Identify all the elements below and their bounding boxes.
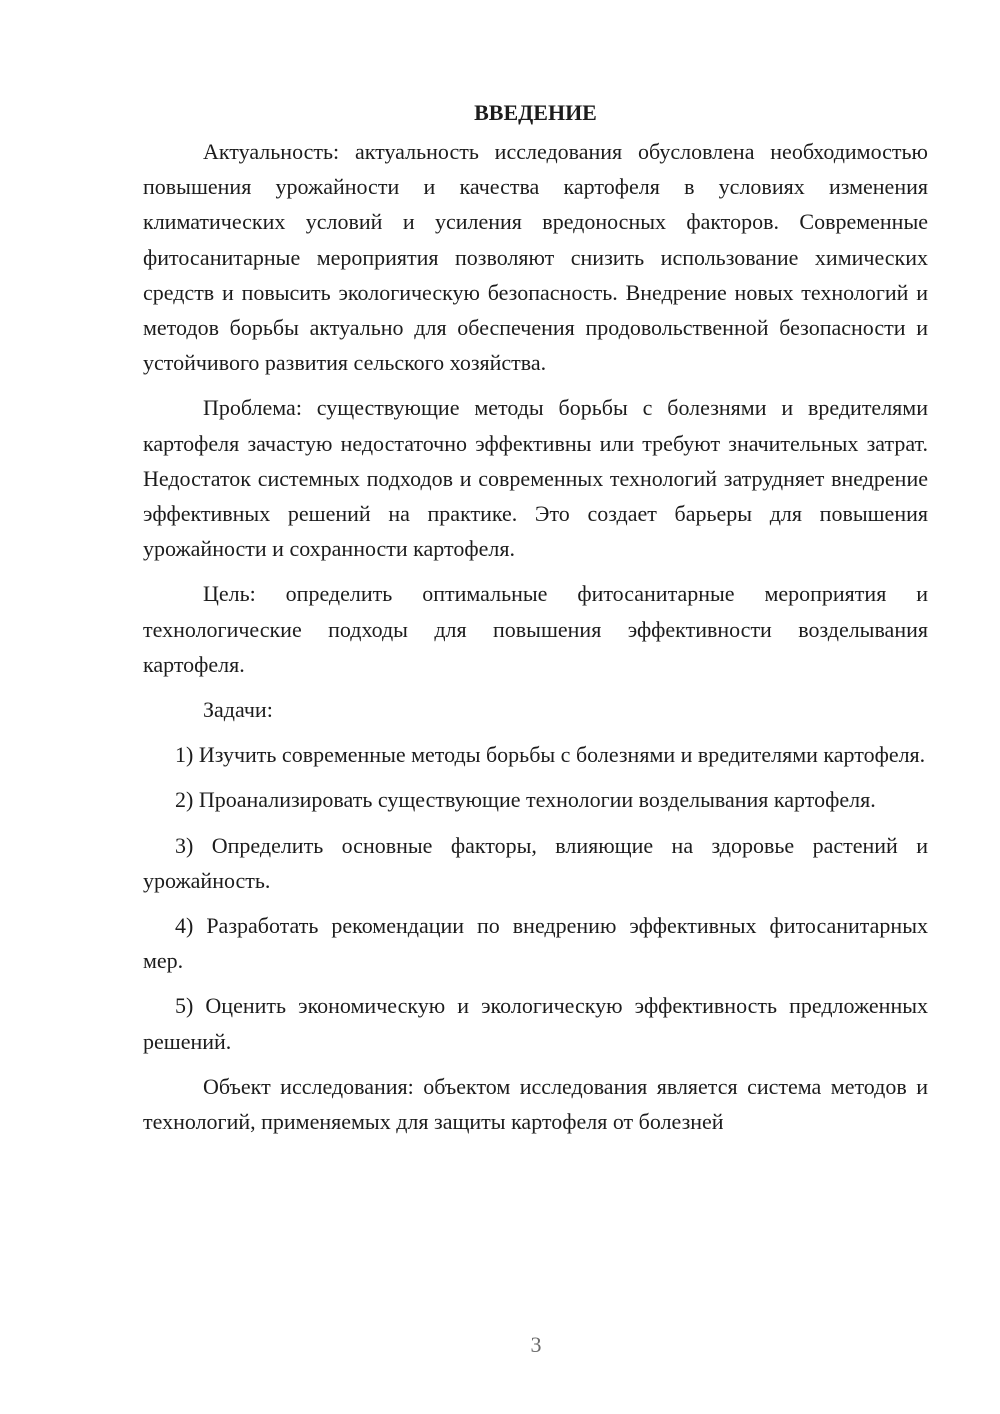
- goal-paragraph: Цель: определить оптимальные фитосанитарные мероприятия и технологические подходы для повышения эффективности возделывания картофеля.: [143, 581, 928, 677]
- task-item-5: 5) Оценить экономическую и экологическую эффективность предложенных решений.: [143, 993, 928, 1054]
- task-item-3: 3) Определить основные факторы, влияющие на здоровье растений и урожайность.: [143, 832, 928, 893]
- page-number: 3: [530, 1332, 542, 1357]
- task-item-4: 4) Разработать рекомендации по внедрению эффективных фитосанитарных мер.: [143, 913, 928, 974]
- section-heading: ВВЕДЕНИЕ: [474, 100, 597, 125]
- task-item-2: 2) Проанализировать существующие технологии возделывания картофеля.: [175, 787, 876, 813]
- research-object-paragraph: Объект исследования: объектом исследования является система методов и технологий, применяемых для защиты картофеля от болезней: [143, 1073, 928, 1135]
- page-content: [143, 95, 928, 1139]
- task-item-1: 1) Изучить современные методы борьбы с болезнями и вредителями картофеля.: [175, 742, 926, 768]
- tasks-label: Задачи:: [203, 697, 273, 723]
- problem-paragraph: Проблема: существующие методы борьбы с болезнями и вредителями картофеля зачастую недостаточно эффективны или требуют значительных затрат. Недостаток системных подходов и современных технологий затрудняет внедрение эффективных решений на практике. Это создает барьеры для повышения урожайности и сохранности картофеля.: [143, 395, 928, 562]
- relevance-paragraph: Актуальность: актуальность исследования обусловлена необходимостью повышения урожайности и качества картофеля в условиях изменения климатических условий и усиления вредоносных факторов. Современные фитосанитарные мероприятия позволяют снизить использование химических средств и повысить экологическую безопасность. Внедрение новых технологий и методов борьбы актуально для обеспечения продовольственной безопасности и устойчивого развития сельского хозяйства.: [143, 139, 928, 376]
